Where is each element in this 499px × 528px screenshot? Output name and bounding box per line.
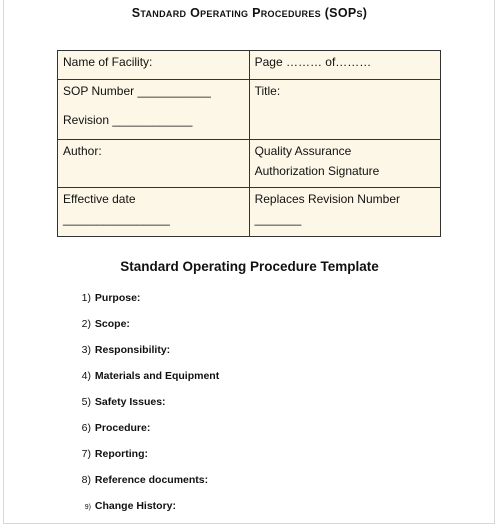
template-heading: Standard Operating Procedure Template (120, 259, 379, 274)
step-number: 7) (81, 448, 91, 460)
list-item (76, 499, 219, 525)
replaces-revision-blank: _______ (254, 212, 302, 226)
step-label: Safety Issues: (94, 396, 166, 408)
table-row (58, 188, 441, 237)
list-item (76, 343, 219, 369)
replaces-revision-label: Replaces Revision Number (254, 192, 400, 206)
author-cell (58, 140, 250, 188)
qa-label-line2: Authorization Signature (254, 164, 380, 178)
table-row (58, 51, 441, 80)
step-label: Responsibility: (94, 344, 171, 356)
step-label: Scope: (94, 318, 130, 330)
step-label: Change History: (94, 500, 177, 512)
step-label: Reporting: (94, 448, 148, 460)
effective-date-cell (58, 188, 250, 237)
facility-cell (58, 51, 250, 80)
effective-date-blank: ________________ (63, 212, 170, 226)
step-number: 9) (84, 504, 91, 511)
revision-label: Revision ____________ (63, 113, 193, 127)
step-number: 6) (81, 422, 91, 434)
step-number: 8) (81, 474, 91, 486)
sop-number-label: SOP Number ___________ (63, 84, 211, 98)
step-label: Purpose: (94, 292, 141, 304)
sop-number-cell (58, 80, 250, 140)
list-item (76, 421, 219, 447)
list-item (76, 317, 219, 343)
list-item (76, 447, 219, 473)
step-label: Procedure: (94, 422, 151, 434)
effective-date-label: Effective date (63, 192, 136, 206)
replaces-revision-cell (249, 188, 440, 237)
step-number: 5) (81, 396, 91, 408)
page-cell (249, 51, 440, 80)
author-label: Author: (63, 144, 102, 158)
table-row (58, 80, 441, 140)
title-cell (249, 80, 440, 140)
step-number: 3) (81, 344, 91, 356)
facility-label: Name of Facility: (63, 55, 153, 69)
list-item (76, 395, 219, 421)
qa-label-line1: Quality Assurance (254, 144, 352, 158)
step-label: Materials and Equipment (94, 370, 220, 382)
sop-info-table (57, 50, 441, 237)
title-label: Title: (254, 84, 281, 98)
step-number: 4) (81, 370, 91, 382)
procedure-steps-list (76, 291, 219, 525)
page-label: Page ……… of……… (254, 55, 372, 69)
list-item (76, 291, 219, 317)
step-number: 2) (81, 318, 91, 330)
list-item (76, 369, 219, 395)
step-label: Reference documents: (94, 474, 209, 486)
table-row (58, 140, 441, 188)
step-number: 1) (81, 292, 91, 304)
qa-signature-cell (249, 140, 440, 188)
document-title: Standard Operating Procedures (SOPs) (131, 6, 368, 20)
list-item (76, 473, 219, 499)
